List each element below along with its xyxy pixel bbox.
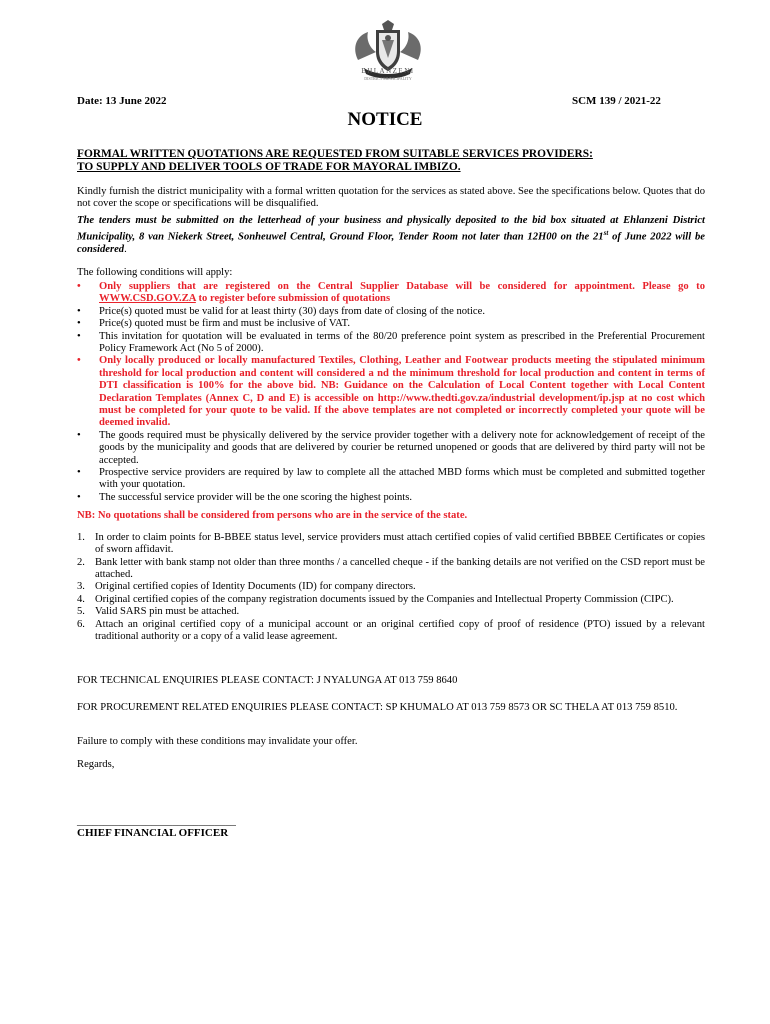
requirements-list (77, 532, 705, 644)
page-title: NOTICE (347, 109, 423, 130)
condition-delivery: • The goods required must be physically delivered by the service provider together with a delivery note for acknowledgement of receipt of the goods by the municipality and goods that are delivered by courier be returned unopened or goods that are delivered by third party will not be accepted. (77, 430, 705, 467)
requirement-item (77, 619, 705, 644)
logo-name: EHLANZENI (361, 67, 415, 75)
condition-vat: • Price(s) quoted must be firm and must be inclusive of VAT. (77, 318, 705, 330)
requirement-number: 1. (77, 531, 85, 543)
submission-text: The tenders must be submitted on the letterhead of your business and physically deposited to the bid box situated at Ehlanzeni District Municipality, 8 van Niekerk Street, Sonheuwel Central, Ground Floor, Tender Room not later than 12H00 on the 21 (77, 214, 705, 243)
notice-date: Date: 13 June 2022 (77, 95, 167, 107)
signature-line: ______________________________ (77, 815, 236, 827)
requirement-text: Bank letter with bank stamp not older than three months / a cancelled cheque - if the banking details are not verified on the CSD report must be attached. (95, 556, 705, 580)
requirement-number: 4. (77, 593, 85, 605)
condition-highest-points: • The successful service provider will be the one scoring the highest points. (77, 492, 705, 504)
technical-contact: FOR TECHNICAL ENQUIRIES PLEASE CONTACT: J NYALUNGA AT 013 759 8640 (77, 675, 458, 687)
csd-website-link[interactable]: WWW.CSD.GOV.ZA (99, 293, 196, 305)
procurement-contact: FOR PROCUREMENT RELATED ENQUIRIES PLEASE CONTACT: SP KHUMALO AT 013 759 8573 OR SC THELA AT 013 759 8510. (77, 701, 678, 713)
requirement-text: Original certified copies of Identity Documents (ID) for company directors. (95, 581, 416, 593)
condition-csd (77, 281, 705, 306)
intro-paragraph: Kindly furnish the district municipality with a formal written quotation for the services as stated above. See the specifications below. Quotes that do not cover the scope or specifications will be disqualified. (77, 186, 705, 210)
condition-csd-text: Only suppliers that are registered on the Central Supplier Database will be considered for appointment. Please go to (99, 280, 705, 292)
condition-mbd-forms: • Prospective service providers are required by law to complete all the attached MBD forms which must be completed and submitted together with your quotation. (77, 467, 705, 492)
requirement-item (77, 606, 705, 618)
submission-text-end: of June 2022 will be considered (77, 231, 706, 256)
requirement-item (77, 532, 705, 557)
subject-heading (77, 148, 705, 174)
requirement-number: 2. (77, 556, 85, 568)
requirement-number: 3. (77, 581, 85, 593)
regards: Regards, (77, 758, 115, 770)
condition-local-content: • Only locally produced or locally manufactured Textiles, Clothing, Leather and Footwear products meeting the stipulated minimum threshold for local production and content will considered a nd the minimum threshold for local production and content in terms of DTI classification is 100% for the above bid. NB: Guidance on the Calculation of Local Content together with Local Content Declaration Templates (Annex C, D and E) is accessible on http://www.thedti.gov.za/industrial development/ip.jsp at no cost which must be completed for your quote to be valid. If the above templates are not completed or incorrectly completed your quote will be deemed invalid. (77, 355, 705, 429)
condition-validity: • Price(s) quoted must be valid for at least thirty (30) days from date of closing of the notice. (77, 306, 705, 318)
requirement-number: 6. (77, 618, 85, 630)
requirement-text: Valid SARS pin must be attached. (95, 606, 240, 618)
condition-csd-text-end: to register before submission of quotations (195, 293, 391, 305)
notice-body (77, 148, 705, 839)
scm-reference: SCM 139 / 2021-22 (572, 95, 661, 107)
signatory-title: CHIEF FINANCIAL OFFICER (77, 826, 229, 839)
condition-preference-points: • This invitation for quotation will be evaluated in terms of the 80/20 preference point system as prescribed in the Preferential Procurement Policy Framework Act (No 5 of 2000). (77, 331, 705, 356)
requirement-item (77, 594, 705, 606)
nb-state-service: NB: No quotations shall be considered from persons who are in the service of the state. (77, 510, 468, 522)
submission-superscript: st (603, 229, 609, 238)
submission-paragraph (77, 215, 705, 257)
failure-statement: Failure to comply with these conditions may invalidate your offer. (77, 736, 358, 748)
requirement-item (77, 557, 705, 582)
conditions-intro: The following conditions will apply: (77, 266, 233, 278)
requirement-number: 5. (77, 606, 85, 618)
requirement-item (77, 581, 705, 593)
subject-line-1: FORMAL WRITTEN QUOTATIONS ARE REQUESTED FROM SUITABLE SERVICES PROVIDERS: (77, 148, 593, 160)
subject-line-2: TO SUPPLY AND DELIVER TOOLS OF TRADE FOR MAYORAL IMBIZO. (77, 161, 461, 173)
logo-tagline: DISTRICT MUNICIPALITY (364, 76, 412, 81)
submission-period: . (124, 244, 127, 256)
requirement-text: Original certified copies of the company registration documents issued by the Companies and Intellectual Property Commission (CIPC). (95, 593, 674, 605)
conditions-list (77, 281, 705, 504)
requirement-text: Attach an original certified copy of a municipal account or an original certified copy of proof of residence (PTO) issued by a relevant traditional authority or a copy of a valid lease agreement. (95, 618, 705, 642)
requirement-text: In order to claim points for B-BBEE status level, service providers must attach certified copies of valid certified BBBEE Certificates or copies of sworn affidavit. (95, 531, 705, 556)
